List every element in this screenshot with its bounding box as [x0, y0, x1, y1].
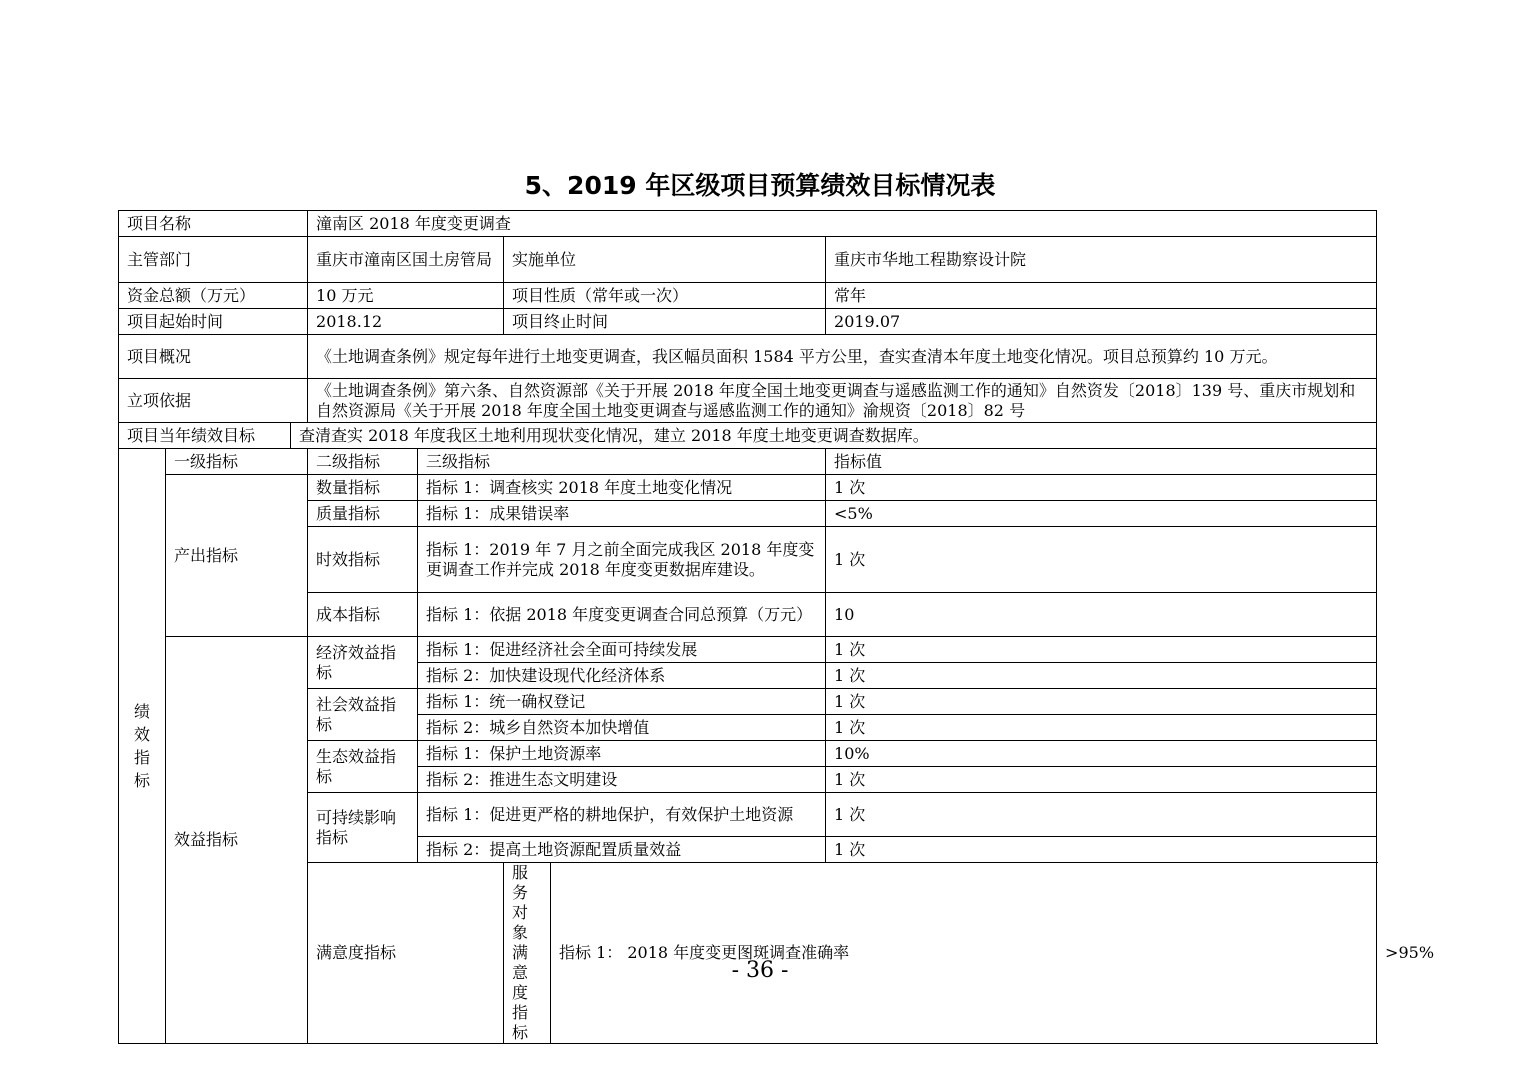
cost-indicator-label: 成本指标 [308, 593, 418, 637]
quantity-indicator-value: 1 次 [826, 475, 1377, 501]
timeliness-indicator-item: 指标 1：2019 年 7 月之前全面完成我区 2018 年度变更调查工作并完成 2018 年度变更数据库建设。 [418, 527, 826, 593]
fund-value: 10 万元 [308, 283, 504, 309]
social-indicator-item-2: 指标 2：城乡自然资本加快增值 [418, 715, 826, 741]
quantity-indicator-item: 指标 1：调查核实 2018 年度土地变化情况 [418, 475, 826, 501]
project-name-value: 潼南区 2018 年度变更调查 [308, 211, 1377, 237]
fund-label: 资金总额（万元） [119, 283, 308, 309]
economic-indicator-item-1: 指标 1：促进经济社会全面可持续发展 [418, 637, 826, 663]
nature-label: 项目性质（常年或一次） [504, 283, 826, 309]
header-level2: 二级指标 [308, 449, 418, 475]
satisfaction-sub-label: 服务对象满意度指标 [504, 863, 551, 1044]
header-level1: 一级指标 [166, 449, 308, 475]
economic-indicator-value-1: 1 次 [826, 637, 1377, 663]
economic-indicator-value-2: 1 次 [826, 663, 1377, 689]
social-indicator-item-1: 指标 1：统一确权登记 [418, 689, 826, 715]
quality-indicator-value: <5% [826, 501, 1377, 527]
indicators-section-label: 绩效指标 [119, 449, 166, 1044]
ecological-indicator-value-1: 10% [826, 741, 1377, 767]
page-number: - 36 - [731, 958, 789, 983]
ecological-indicator-item-1: 指标 1：保护土地资源率 [418, 741, 826, 767]
quality-indicator-item: 指标 1：成果错误率 [418, 501, 826, 527]
end-label: 项目终止时间 [504, 309, 826, 335]
project-name-label: 项目名称 [119, 211, 308, 237]
impl-value: 重庆市华地工程勘察设计院 [826, 237, 1377, 283]
economic-indicator-item-2: 指标 2：加快建设现代化经济体系 [418, 663, 826, 689]
dept-label: 主管部门 [119, 237, 308, 283]
page-title: 5、2019 年区级项目预算绩效目标情况表 [524, 171, 996, 200]
start-label: 项目起始时间 [119, 309, 308, 335]
output-indicator-label: 产出指标 [166, 475, 308, 637]
social-indicator-label: 社会效益指标 [308, 689, 418, 741]
nature-value: 常年 [826, 283, 1377, 309]
economic-indicator-label: 经济效益指标 [308, 637, 418, 689]
sustainable-indicator-value-2: 1 次 [826, 837, 1377, 863]
sustainable-indicator-item-2: 指标 2：提高土地资源配置质量效益 [418, 837, 826, 863]
benefit-indicator-label: 效益指标 [166, 637, 308, 1044]
sustainable-indicator-value-1: 1 次 [826, 793, 1377, 837]
sustainable-indicator-item-1: 指标 1：促进更严格的耕地保护，有效保护土地资源 [418, 793, 826, 837]
cost-indicator-item: 指标 1：依据 2018 年度变更调查合同总预算（万元） [418, 593, 826, 637]
header-level3: 三级指标 [418, 449, 826, 475]
ecological-indicator-item-2: 指标 2：推进生态文明建设 [418, 767, 826, 793]
satisfaction-indicator-label: 满意度指标 [308, 863, 504, 1044]
timeliness-indicator-value: 1 次 [826, 527, 1377, 593]
timeliness-indicator-label: 时效指标 [308, 527, 418, 593]
quality-indicator-label: 质量指标 [308, 501, 418, 527]
quantity-indicator-label: 数量指标 [308, 475, 418, 501]
ecological-indicator-label: 生态效益指标 [308, 741, 418, 793]
overview-label: 项目概况 [119, 335, 308, 379]
ecological-indicator-value-2: 1 次 [826, 767, 1377, 793]
start-value: 2018.12 [308, 309, 504, 335]
social-indicator-value-1: 1 次 [826, 689, 1377, 715]
goal-value: 查清查实 2018 年度我区土地利用现状变化情况，建立 2018 年度土地变更调查数据库。 [291, 423, 1377, 449]
dept-value: 重庆市潼南区国土房管局 [308, 237, 504, 283]
end-value: 2019.07 [826, 309, 1377, 335]
goal-label: 项目当年绩效目标 [119, 423, 291, 449]
performance-target-table: 项目名称 潼南区 2018 年度变更调查 主管部门 重庆市潼南区国土房管局 实施单位 重庆市华地工程勘察设计院 资金总额（万元） 10 万元 项目性质（常年或一次） 常年 项目起始时间 2018.12 项目终止时间 2019.07 项目概况 《土地调查条例》规定每年进行土地变更调查，我区幅员面积 1584 平方公里，查实查清本年度土地变化情况。项目总预算约 10 万元。 立项依据 《土地调查条例》第六条、自然资源部《关于开展 2018 年度全国土地变更调查与遥感监测工作的通知》自然资发〔2018〕139 号、重庆市规划和自然资源局《关于开展 2018 年度全国土地变更调查与遥感监测工作的通知》渝规资〔2018〕82 号 项目当年绩效目标 查清查实 2018 年度我区土地利用现状变化情况，建立 2018 年度土地变更调查数据库。 绩效指标 一级指标 二级指标 三级指标 指标值 产出指标 数量指标 指标 1：调查核实 2018 年度土地变化情况 1 次 质量指标 指标 1：成果错误率 <5% 时效指标 指标 1：2019 年 7 月之前全面完成我区 2018 年度变更调查工作并完成 2018 年度变更数据库建设。 1 次 成本指标 指标 1：依据 2018 年度变更调查合同总预算（万元） 10 效益指标 经济效益指标 指标 1：促进经济社会全面可持续发展 1 次 指标 2：加快建设现代化经济体系 1 次 社会效益指标 指标 1：统一确权登记 1 次 指标 2：城乡自然资本加快增值 1 次 生态效益指标 指标 1：保护土地资源率 10% 指标 2：推进生态文明建设 1 次 可持续影响指标 指标 1：促进更严格的耕地保护，有效保护土地资源 1 次 指标 2：提高土地资源配置质量效益 1 次 满意度指标 服务对象满意度指标 指标 1： 2018 年度变更图斑调查准确率 >95% [118, 210, 1377, 1044]
sustainable-indicator-label: 可持续影响指标 [308, 793, 418, 863]
basis-value: 《土地调查条例》第六条、自然资源部《关于开展 2018 年度全国土地变更调查与遥感监测工作的通知》自然资发〔2018〕139 号、重庆市规划和自然资源局《关于开展 2018 年度全国土地变更调查与遥感监测工作的通知》渝规资〔2018〕82 号 [308, 379, 1377, 423]
basis-label: 立项依据 [119, 379, 308, 423]
social-indicator-value-2: 1 次 [826, 715, 1377, 741]
impl-label: 实施单位 [504, 237, 826, 283]
cost-indicator-value: 10 [826, 593, 1377, 637]
satisfaction-indicator-item: 指标 1： 2018 年度变更图斑调查准确率 [551, 863, 1377, 1044]
header-value: 指标值 [826, 449, 1377, 475]
overview-value: 《土地调查条例》规定每年进行土地变更调查，我区幅员面积 1584 平方公里，查实查清本年度土地变化情况。项目总预算约 10 万元。 [308, 335, 1377, 379]
